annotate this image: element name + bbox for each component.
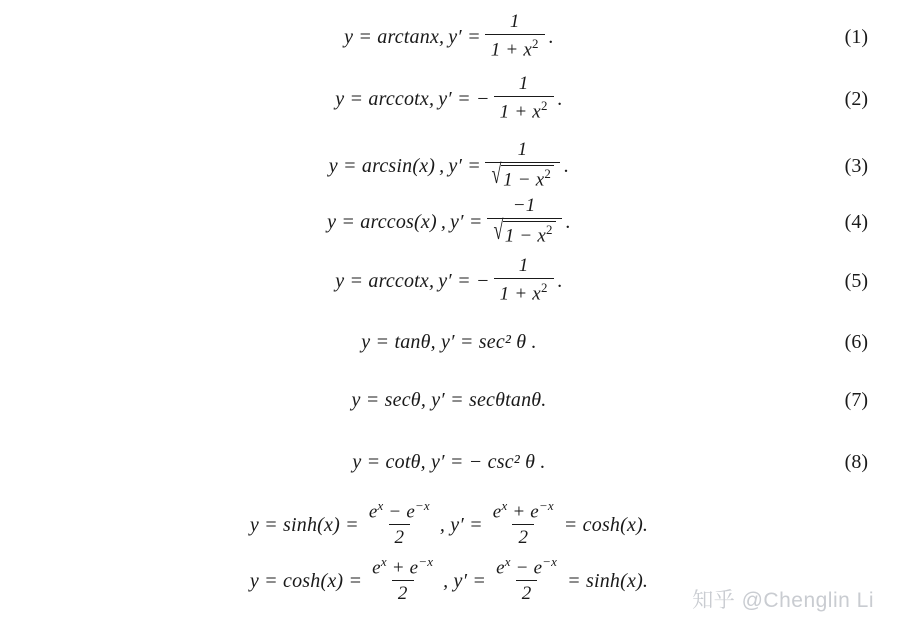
fraction-cosh-1-numerator: $e^x + e^{-x}$ [372,554,434,579]
equation-row-1 [0,12,898,62]
equation-row-5 [0,256,898,306]
fraction-4-denominator [487,215,562,247]
equation-5-lhs: y = arccotx, [335,269,435,292]
sqrt-3: √ $1 - x^2$ [491,165,554,191]
equation-4-tail: . [565,210,571,233]
equation-number-1: (1) [844,25,868,48]
fraction-cosh-2 [490,555,563,605]
fraction-cosh-2-numerator: $e^x - e^{-x}$ [496,554,558,579]
equation-row-8 [0,451,898,474]
equation-body-1 [344,12,554,62]
fraction-3-numerator: 1 [517,139,528,160]
fraction-sinh-1 [363,499,436,549]
fraction-1 [485,11,545,61]
fraction-3-denominator [485,159,560,191]
fraction-cosh-2-denominator: 2 [516,580,538,605]
equation-row-sinh [0,500,898,550]
equation-row-6 [0,331,898,354]
fraction-sinh-2-denominator: 2 [512,524,534,549]
cosh-lhs: y = cosh(x) = [249,569,363,592]
equation-2-tail: . [557,87,563,110]
radical-icon: √ [491,159,502,190]
fraction-sinh-2 [487,499,560,549]
equation-3-lhs: y = arcsin(x) , [328,154,445,177]
equation-number-5: (5) [844,269,868,292]
equation-2-lhs: y = arccotx, [335,87,435,110]
fraction-1-denominator: $1 + x^2$ [485,34,545,61]
equation-body-sinh [250,500,648,550]
fraction-5 [494,255,554,305]
fraction-cosh-1 [366,555,439,605]
fraction-5-denominator: $1 + x^2$ [494,278,554,305]
equation-2-deriv: y′ = − [438,87,490,110]
radical-icon: √ [493,215,504,246]
equation-1-tail: . [548,25,554,48]
equation-3-deriv: y′ = [448,154,481,177]
fraction-4-numerator: −1 [512,195,536,216]
fraction-1-numerator: 1 [509,11,520,32]
equation-row-7 [0,389,898,412]
fraction-2-numerator: 1 [518,73,529,94]
equation-number-6: (6) [844,331,868,353]
equation-1-deriv: y′ = [448,25,481,48]
fraction-5-numerator: 1 [518,255,529,276]
equation-number-3: (3) [844,154,868,177]
equation-body-3 [329,140,570,192]
cosh-rhs: = sinh(x). [567,569,649,592]
equation-4-lhs: y = arccos(x) , [327,210,447,233]
equation-number-2: (2) [844,87,868,110]
sinh-mid: , y′ = [439,513,483,536]
fraction-3 [485,139,560,191]
fraction-sinh-2-numerator: $e^x + e^{-x}$ [492,498,554,523]
watermark: 知乎 @Chenglin Li [692,589,874,612]
equation-row-2 [0,74,898,124]
equation-body-8: y = cotθ, y′ = − csc² θ . [352,451,546,473]
fraction-2 [494,73,554,123]
equation-5-tail: . [557,269,563,292]
equation-3-tail: . [564,154,570,177]
fraction-4 [487,195,562,247]
equation-number-8: (8) [844,451,868,473]
equation-5-deriv: y′ = − [438,269,490,292]
sinh-rhs: = cosh(x). [563,513,649,536]
equation-body-5 [335,256,563,306]
sqrt-4: √ $1 - x^2$ [493,221,556,247]
fraction-cosh-1-denominator: 2 [392,580,414,605]
equation-body-cosh [250,556,648,606]
equation-body-6: y = tanθ, y′ = sec² θ . [361,331,537,353]
equation-body-2 [335,74,563,124]
equation-row-4 [0,196,898,248]
equation-row-3 [0,140,898,192]
equation-number-7: (7) [844,389,868,411]
equation-1-lhs: y = arctanx, [344,25,445,48]
fraction-sinh-1-numerator: $e^x - e^{-x}$ [368,498,430,523]
equation-number-4: (4) [844,210,868,233]
sinh-lhs: y = sinh(x) = [249,513,359,536]
equation-4-deriv: y′ = [450,210,483,233]
equation-body-7: y = secθ, y′ = secθtanθ. [351,389,547,411]
equation-body-4 [327,196,571,248]
fraction-sinh-1-denominator: 2 [389,524,411,549]
cosh-mid: , y′ = [443,569,487,592]
fraction-2-denominator: $1 + x^2$ [494,96,554,123]
